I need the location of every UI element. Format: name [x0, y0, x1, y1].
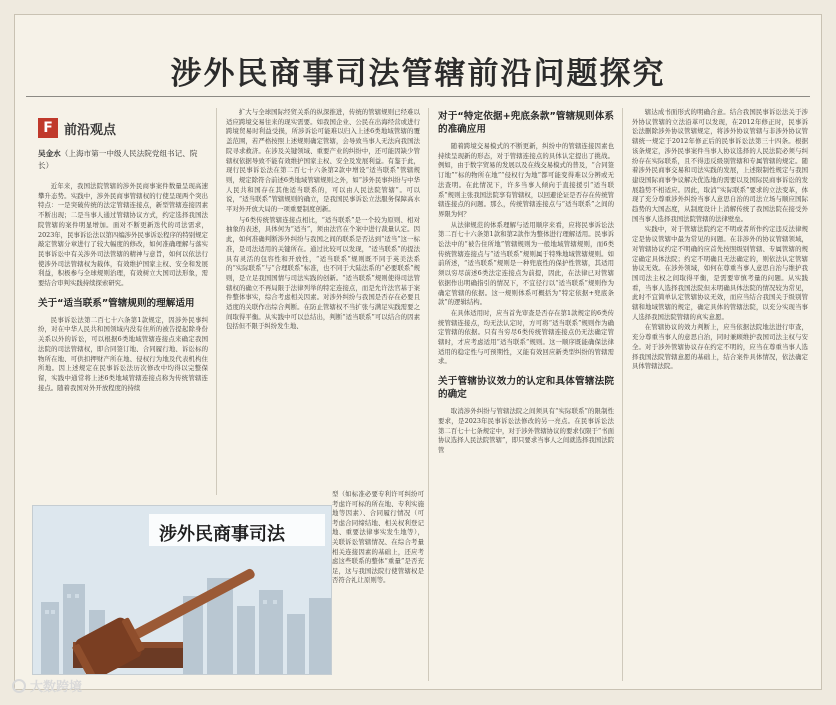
paragraph: 扩大与全球国际经贸关系的纵深推进，传统的管辖规则已经难以适应跨境交易往来的现实需要。如我国企业、公民在出海经营或进行跨境贸易时利益受损，所涉诉讼可能难以归入上述6类地域管辖的覆盖范围，若严格按照上述规则确定管辖，会导致当事人无法向我国法院寻求救济。在涉及关键领域、重要产业的纠纷中，还可能因缺少管辖权依据导致不能有效维护国家主权、安全及发展利益。有鉴于此，现行民事诉讼法在第二百七十六条第2款中增设“适当联系”管辖规则，规定除符合前述6类地域管辖规则之外，如“涉外民事纠纷与中华人民共和国存在其他适当联系的，可以由人民法院管辖”。可以说，“适当联系”管辖规则的确立，是我国民事诉讼立法服务保障高水平对外开放大局的一项重要制度创新。	[226, 108, 420, 214]
paragraph: 辖达成书面形式的明确合意。结合我国民事诉讼法关于涉外协议管辖的立法沿革可以发现，在2012年修正时，民事诉讼法删除涉外协议管辖规定，将涉外协议管辖与非涉外协议管辖统一规定于2012年修正后的民事诉讼法第三十四条。根据该条规定，涉外民事案件当事人协议选择的人民法院必须与纠纷存在实际联系，且不得违反级别管辖和专属管辖的规定。随着涉外民商事交易和司法实践的发展，上述限制性规定与我国建设国际商事争议解决优选地的需要以及国际民商事诉讼的发展趋势不相适应。因此，取消“实际联系”要求的立法变革，体现了充分尊重涉外纠纷当事人意思自治的司法立场与顺应国际趋势的大国态度，从制度设计上消解传统了我国法院在接受外国当事人选择我国法院管辖的法律壁垒。	[632, 108, 808, 223]
author-affiliation: （上海市第一中级人民法院党组书记、院长）	[38, 149, 198, 170]
paragraph: 民事诉讼法第二百七十六条第1款规定，因涉外民事纠纷，对在中华人民共和国领域内没有住所的被告提起除身份关系以外的诉讼，可以根据6类地域管辖连接点来确定我国法院的司法管辖权，即合同签订地、合同履行地、诉讼标的物所在地、可供扣押财产所在地、侵权行为地及代表机构住所地。因上述规定在民事诉讼法历次修改中均得以完整保留，实践中通常将上述6类地域管辖连接点称为传统管辖连接点。随着我国对外开放程度的持续	[38, 315, 208, 392]
paragraph: 在管辖协议的效力判断上，应当依据法院地法进行审查，充分尊重当事人的意思自治，同时兼顾维护我国司法主权与安全。对于涉外管辖协议存在约定不明的，应当在尊重当事人选择我国法院管辖意愿的基础上，结合案件具体情况，依法确定具体管辖法院。	[632, 323, 808, 371]
article-column-1	[38, 182, 208, 495]
illustration-gavel	[32, 505, 332, 675]
watermark-text: 大数跨境	[30, 680, 83, 695]
column-divider	[622, 108, 623, 681]
column-divider	[428, 108, 429, 681]
byline	[38, 148, 208, 172]
illustration-title: 涉外民商事司法	[159, 524, 285, 545]
paragraph: 随着跨境交易模式的不断更新，纠纷中的管辖连接因素也持续呈现新的形态，对于管辖连接点的具体认定提出了挑战。例如，由于数字贸易的发展以及在线交易模式的普及，“合同签订地”“标的物所在地”“侵权行为地”都可能变得难以分辨或无法查明。在此情况下，许多当事人倾向于直接援引“适当联系”规则主张我国法院享有管辖权，以回避论证是否存在传统管辖连接点的问题。那么，传统管辖连接点与“适当联系”之间的界限为何？	[438, 142, 614, 218]
section-label: 前沿观点	[64, 122, 117, 138]
paragraph: 在具体适用时，应当首先审查是否存在第1款规定的6类传统管辖连接点，均无法认定时，方可将“适当联系”规则作为确定管辖的依据。只有当穷尽6类传统管辖连接点仍无法确定管辖时，才应考虑适用“适当联系”规则。这一顺序既能确保法律适用的稳定性与可预期性，又能有效回应新类型纠纷的管辖需求。	[438, 308, 614, 366]
article-column-4	[632, 108, 808, 681]
section-tag	[38, 118, 116, 138]
paragraph: 与6类传统管辖连接点相比，“适当联系”是一个较为原则、相对抽象的表述，具体何为“适当”，须由法官在个案中进行裁量认定。因此，如何准确判断涉外纠纷与我国之间的联系是否达到“适当”这一标准，是司法适用的关键所在。通过比较可以发现，“适当联系”的提法具有灵活的包容性和开放性，“适当联系”规则既不同于英美法系的“实际联系”与“合理联系”标准，也不同于大陆法系的“必要联系”规则，是立足我国国情与司法实践的创新。“适当联系”规则使得司法管辖权的确立不再局限于法律列举的特定连接点，而是允许法官基于案件整体事实，综合考虑相关因素。对涉外纠纷与我国是否存在必要且适度的关联作出综合判断。在防止管辖权不当扩张与满足实践需要之间取得平衡。从实践中可以总结出，判断“适当联系”可以结合的因素包括但不限于纠纷发生地、	[226, 215, 420, 331]
headline-rule	[26, 96, 810, 97]
paragraph: 从法律规范的体系理解与适用顺序来看，应将民事诉讼法第二百七十六条第1款和第2款作为整体进行理解适用。民事诉讼法中的“被告住所地”管辖规则为一般地域管辖规则，而6类传统管辖连接点与“适当联系”规则属于特殊地域管辖规则。如前所述，“适当联系”规则是一种兜底性的保护性管辖，其适用须以穷尽前述6类法定连接点为前提，因此，在法律已对管辖依据作出明确指引的情况下，不宜径行以“适当联系”规则作为确定管辖的依据。这一规则体系可概括为“特定依据+兜底条款”的逻辑结构。	[438, 220, 614, 307]
article-column-3	[438, 108, 614, 681]
column-2-continuation: 型（如标准必要专利许可纠纷可考虑许可标的所在地、专利实施地等因素）、合同履行情况（可考虑合同缔结地、相关权利登记地、重要法律事实发生地等），关联诉讼管辖情况、在综合考量相关连接因素的基础上，还应考虑这些联系的整体“重量”是否充足，这与我国法院行使管辖权是否符合礼让原则等。	[332, 490, 424, 585]
subheading: 关于“适当联系”管辖规则的理解适用	[38, 297, 195, 309]
subheading: 关于管辖协议效力的认定和具体管辖法院的确定	[438, 376, 614, 401]
column-divider	[216, 108, 217, 495]
paragraph: 实践中，对于管辖法院约定不明或者所作约定违反法律规定是协议管辖中最为常见的问题。在非涉外的协议管辖领域，对管辖协议约定不明确的应首先按照级别管辖、专属管辖的规定确定具体法院；约定不明确且无法确定的，则依法认定管辖协议无效。在涉外领域，如何在尊重当事人意思自治与维护我国司法主权之间取得平衡，是需要审慎考量的问题。从实践看，当事人选择我国法院但未明确具体法院的情况较为常见，此时不宜简单认定管辖协议无效，而应当结合我国关于级别管辖和地域管辖的规定，确定具体的管辖法院，以充分实现当事人选择我国法院管辖的真实意愿。	[632, 225, 808, 321]
article-column-2	[226, 108, 420, 485]
author-name: 吴金水	[38, 149, 61, 158]
subheading: 对于“特定依据+兜底条款”管辖规则体系的准确应用	[438, 111, 614, 135]
page-title: 涉外民商事司法管辖前沿问题探究	[170, 56, 666, 92]
brand-logo-icon	[12, 679, 26, 693]
paragraph: 取消涉外纠纷与管辖法院之间须具有“实际联系”的限制性要求，是2023年民事诉讼法修改的另一亮点。在民事诉讼法第二百七十七条规定中，对于涉外管辖协议的要求仅限于“书面协议选择人民法院管辖”，即只要求当事人之间就选择我国法院管	[438, 407, 614, 454]
section-badge-icon: F	[38, 118, 58, 138]
paragraph: 近年来，我国法院管辖的涉外民商事案件数量呈现高速攀升态势。实践中，涉外民商事管辖权的行使呈现两个突出特点：一是突破传统的法定管辖连接点，新型管辖连接因素不断出现；二是当事人通过管辖协议方式，约定选择我国法院管辖的案件明显增加。面对不断更新迭代的司法需求，2023年，民事诉讼法以第四编涉外民事诉讼程序的特别规定敲定管辖分章进行了较大幅度的修改，如何准确理解与落实民事诉讼中有关涉外司法管辖的精神与意旨，如何以依法行使涉外司法管辖权为载体，有效维护国家主权、安全和发展利益，积极参与全球规则治理，有效树立大国司法形象，需要结合审判实践持续探索研究。	[38, 182, 208, 288]
watermark	[12, 676, 82, 695]
